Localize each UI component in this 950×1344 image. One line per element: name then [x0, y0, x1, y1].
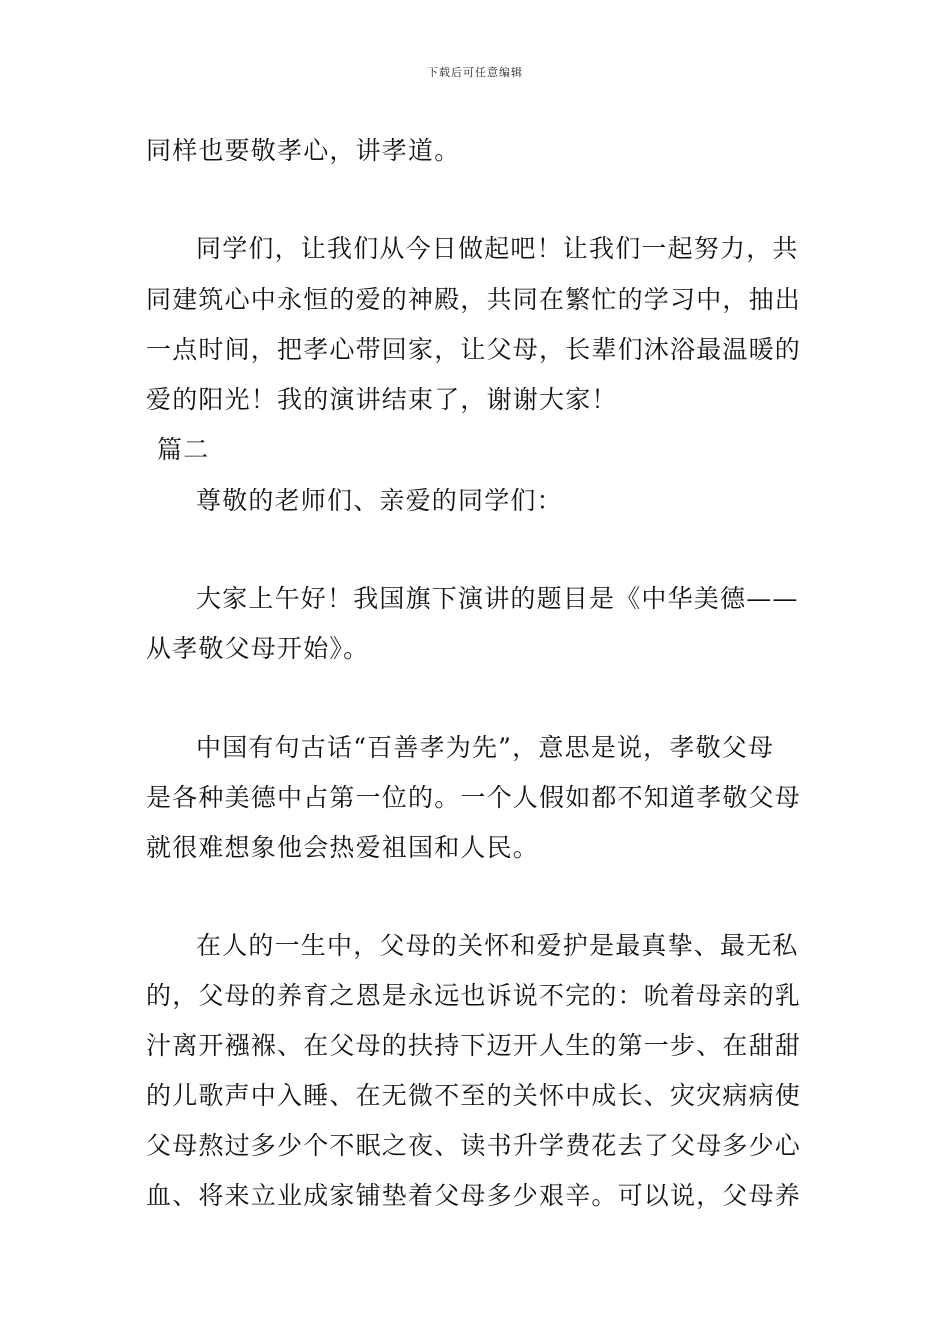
paragraph-line: 同样也要敬孝心，讲孝道。: [146, 136, 461, 165]
paragraph-line: 同建筑心中永恒的爱的神殿，共同在繁忙的学习中，抽出: [146, 285, 802, 314]
paragraph-line: 父母熬过多少个不眠之夜、读书升学费花去了父母多少心: [146, 1131, 802, 1160]
paragraph-line: 在人的一生中，父母的关怀和爱护是最真挚、最无私: [196, 931, 799, 960]
paragraph-line: 中国有句古话“百善孝为先”，意思是说，孝敬父母: [196, 733, 775, 762]
paragraph-line: 一点时间，把孝心带回家，让父母，长辈们沐浴最温暖的: [146, 335, 802, 364]
paragraph-line: 汁离开襁褓、在父母的扶持下迈开人生的第一步、在甜甜: [146, 1031, 802, 1060]
paragraph-line: 从孝敬父母开始》。: [146, 634, 370, 663]
salutation: 尊敬的老师们、亲爱的同学们：: [196, 486, 563, 515]
paragraph-line: 就很难想象他会热爱祖国和人民。: [146, 833, 540, 862]
paragraph-line: 血、将来立业成家铺垫着父母多少艰辛。可以说，父母养: [146, 1181, 802, 1210]
section-heading: 篇二: [157, 435, 210, 464]
paragraph-line: 同学们，让我们从今日做起吧！让我们一起努力，共: [196, 234, 799, 263]
paragraph-line: 的儿歌声中入睡、在无微不至的关怀中成长、灾灾病病使: [146, 1081, 802, 1110]
paragraph-line: 是各种美德中占第一位的。一个人假如都不知道孝敬父母: [146, 783, 802, 812]
paragraph-line: 的，父母的养育之恩是永远也诉说不完的：吮着母亲的乳: [146, 981, 802, 1010]
page-header: 下载后可任意编辑: [427, 66, 523, 79]
paragraph-line: 爱的阳光！我的演讲结束了，谢谢大家！: [146, 385, 618, 414]
paragraph-line: 大家上午好！我国旗下演讲的题目是《中华美德——: [196, 584, 799, 613]
